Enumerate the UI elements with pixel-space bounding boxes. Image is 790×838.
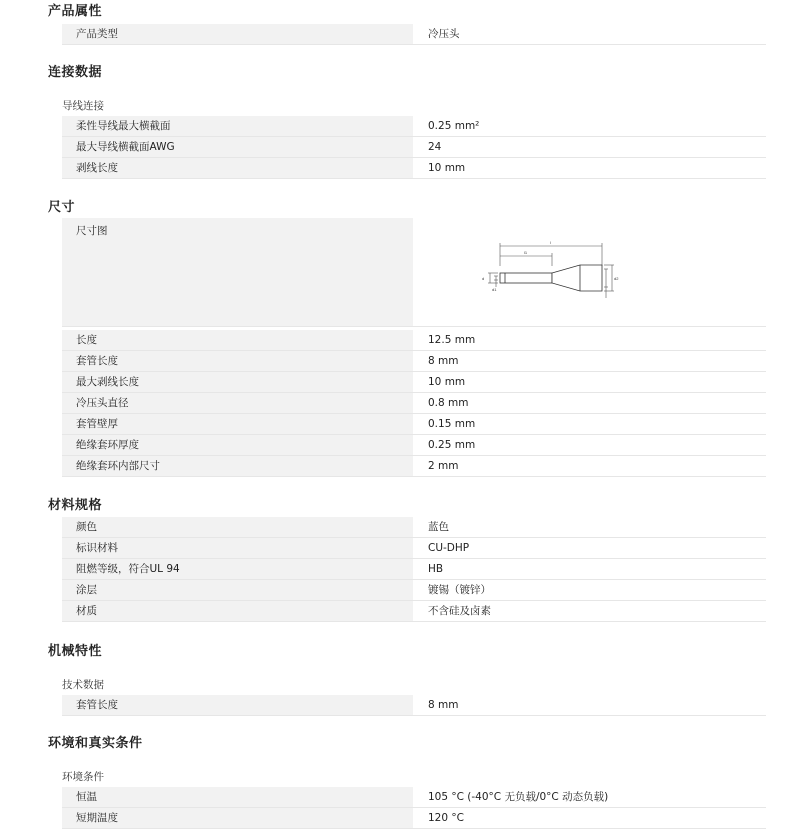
row-label: 尺寸图	[62, 218, 413, 326]
table-row-drawing	[62, 218, 766, 327]
row-value: 10 mm	[428, 376, 466, 388]
table-row	[62, 559, 766, 580]
row-label: 短期温度	[62, 808, 413, 828]
row-label: 剥线长度	[62, 158, 413, 178]
table-row	[62, 808, 766, 829]
section-title-product: 产品属性	[48, 4, 103, 19]
table-row	[62, 330, 766, 351]
row-label: 最大剥线长度	[62, 372, 413, 392]
row-label: 标识材料	[62, 538, 413, 558]
table-row	[62, 116, 766, 137]
row-value: 冷压头	[428, 28, 460, 40]
row-label: 套管长度	[62, 351, 413, 371]
ferrule-dimension-drawing	[478, 236, 618, 306]
row-label: 套管壁厚	[62, 414, 413, 434]
table-row	[62, 414, 766, 435]
row-value: 10 mm	[428, 162, 466, 174]
row-value: 0.25 mm	[428, 439, 476, 451]
table-row	[62, 695, 766, 716]
row-label: 柔性导线最大横截面	[62, 116, 413, 136]
table-row	[62, 158, 766, 179]
table-row	[62, 137, 766, 158]
table-row	[62, 580, 766, 601]
dim-label-d: d	[482, 276, 485, 281]
row-value: 0.8 mm	[428, 397, 469, 409]
row-label: 绝缘套环厚度	[62, 435, 413, 455]
dim-label-d1: d1	[492, 287, 497, 292]
section-title-material: 材料规格	[48, 498, 103, 513]
table-row	[62, 517, 766, 538]
row-label: 长度	[62, 330, 413, 350]
row-value: HB	[428, 563, 444, 575]
row-value: 105 °C (-40°C 无负载/0°C 动态负载)	[428, 791, 609, 803]
row-value: 0.25 mm²	[428, 120, 480, 132]
section-title-dimensions: 尺寸	[48, 200, 76, 215]
row-label: 冷压头直径	[62, 393, 413, 413]
row-label: 涂层	[62, 580, 413, 600]
table-row	[62, 435, 766, 456]
row-label: 材质	[62, 601, 413, 621]
row-label: 最大导线横截面AWG	[62, 137, 413, 157]
row-value: 12.5 mm	[428, 334, 476, 346]
row-label: 阻燃等级，符合UL 94	[62, 559, 413, 579]
row-label: 颜色	[62, 517, 413, 537]
row-label: 绝缘套环内部尺寸	[62, 456, 413, 476]
dim-label-l1: l1	[524, 250, 528, 255]
table-row	[62, 351, 766, 372]
row-value: 不含硅及卤素	[428, 605, 491, 617]
dim-label-l: l	[550, 240, 551, 245]
row-value: 镀锡（镀锌）	[428, 584, 491, 596]
subsection-title-wire-connection: 导线连接	[62, 100, 104, 112]
table-row	[62, 24, 766, 45]
row-value: 8 mm	[428, 355, 459, 367]
subsection-title-technical-data: 技术数据	[62, 679, 104, 691]
table-row	[62, 456, 766, 477]
row-value: 0.15 mm	[428, 418, 476, 430]
row-value: 蓝色	[428, 521, 449, 533]
row-value: 120 °C	[428, 812, 464, 824]
row-label: 产品类型	[62, 24, 413, 44]
section-title-mechanical: 机械特性	[48, 644, 103, 659]
table-row	[62, 787, 766, 808]
dim-label-d2: d2	[614, 276, 619, 281]
table-row	[62, 372, 766, 393]
section-title-environment: 环境和真实条件	[48, 736, 143, 751]
row-value: CU-DHP	[428, 542, 470, 554]
row-value: 8 mm	[428, 699, 459, 711]
table-row	[62, 601, 766, 622]
row-value: 24	[428, 141, 442, 153]
row-label: 恒温	[62, 787, 413, 807]
subsection-title-ambient-conditions: 环境条件	[62, 771, 104, 783]
section-title-connection: 连接数据	[48, 65, 103, 80]
table-row	[62, 393, 766, 414]
row-label: 套管长度	[62, 695, 413, 715]
row-value: 2 mm	[428, 460, 459, 472]
table-row	[62, 538, 766, 559]
